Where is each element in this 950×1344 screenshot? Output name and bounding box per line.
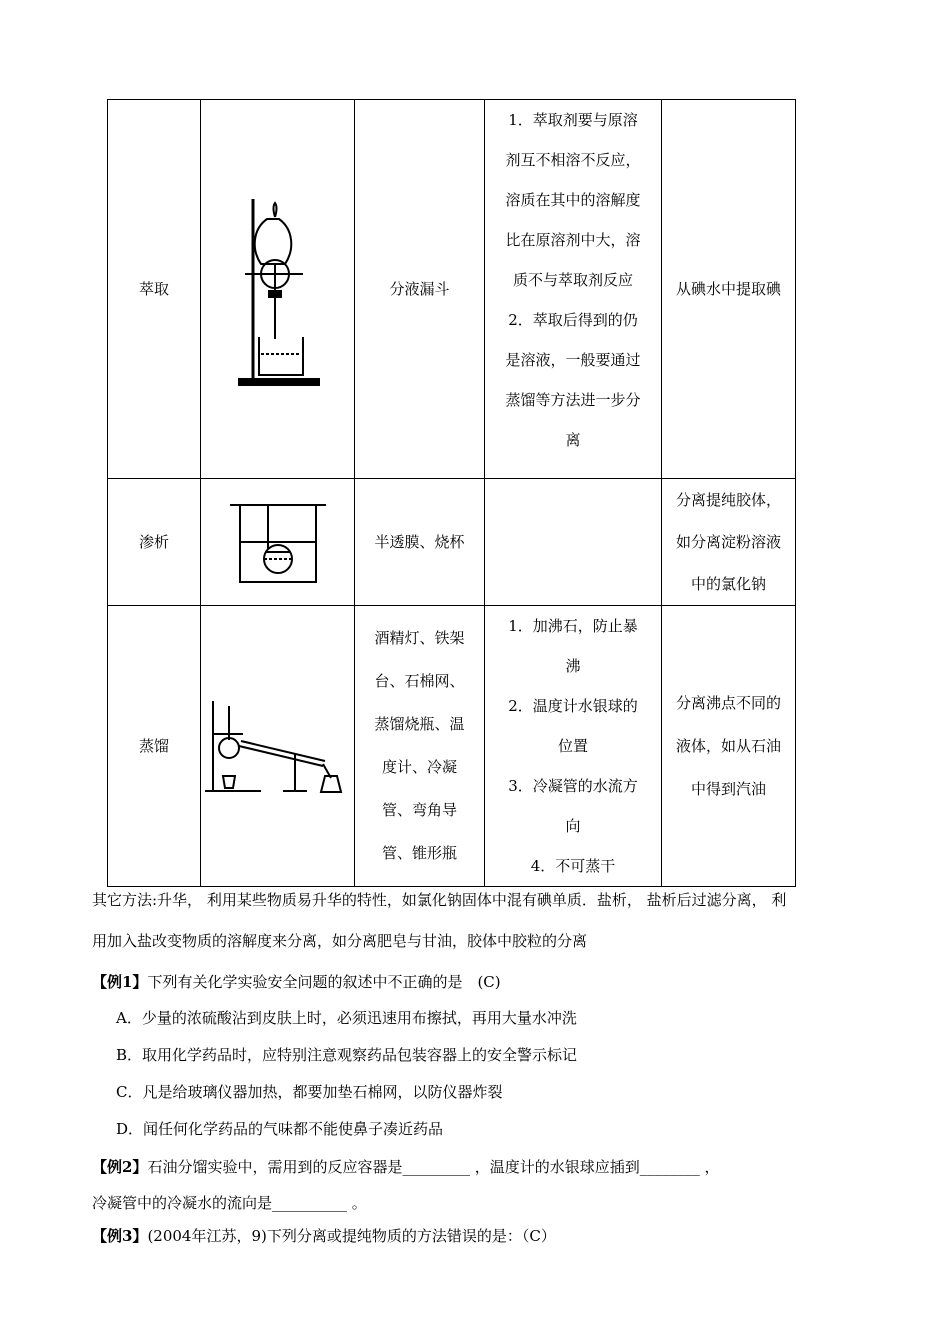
- method-cell: 萃取: [108, 100, 201, 479]
- method-cell: 渗析: [108, 479, 201, 606]
- apparatus-cell: [201, 100, 355, 479]
- distillation-setup-icon: [203, 696, 353, 796]
- table-row: [108, 100, 796, 479]
- notes-cell: [485, 479, 662, 606]
- dialysis-beaker-icon: [228, 497, 328, 587]
- option-a: A．少量的浓硫酸沾到皮肤上时，必须迅速用布擦拭，再用大量水冲洗: [116, 1009, 577, 1027]
- example-2-label: 【例2】: [92, 1158, 148, 1176]
- example-cell: 分离提纯胶体， 如分离淀粉溶液 中的氯化钠: [662, 479, 796, 606]
- example-cell: 分离沸点不同的 液体，如从石油 中得到汽油: [662, 606, 796, 887]
- option-b: B．取用化学药品时，应特别注意观察药品包装容器上的安全警示标记: [116, 1046, 578, 1064]
- option-d: D．闻任何化学药品的气味都不能使鼻子凑近药品: [116, 1120, 444, 1138]
- example-3-label: 【例3】: [92, 1227, 148, 1245]
- separatory-funnel-setup-icon: [203, 189, 353, 389]
- notes-cell: 1．加沸石，防止暴 沸 2．温度计水银球的 位置 3．冷凝管的水流方 向 4．不可蒸干: [485, 606, 662, 887]
- apparatus-cell: [201, 479, 355, 606]
- notes-cell: 1．萃取剂要与原溶 剂互不相溶不反应， 溶质在其中的溶解度 比在原溶剂中大，溶 质不与萃取剂反应 2．萃取后得到的仍 是溶液，一般要通过 蒸馏等方法进一步分 离: [485, 100, 662, 479]
- instrument-cell: 分液漏斗: [355, 100, 485, 479]
- example-2-line1: 【例2】石油分馏实验中，需用到的反应容器是_________ ，温度计的水银球应插到________ ，: [92, 1158, 720, 1176]
- example-3-question: 【例3】(2004年江苏，9)下列分离或提纯物质的方法错误的是：（C）: [92, 1227, 556, 1245]
- other-methods-line2: 用加入盐改变物质的溶解度来分离，如分离肥皂与甘油，胶体中胶粒的分离: [92, 932, 588, 950]
- example-cell: 从碘水中提取碘: [662, 100, 796, 479]
- table-row: [108, 606, 796, 887]
- separation-methods-table: [107, 99, 796, 887]
- example-1-label: 【例1】: [92, 973, 148, 991]
- instrument-cell: 酒精灯、铁架 台、石棉网、 蒸馏烧瓶、温 度计、冷凝 管、弯角导 管、锥形瓶: [355, 606, 485, 887]
- example-2-line2: 冷凝管中的冷凝水的流向是__________ 。: [92, 1194, 367, 1212]
- other-methods-line1: 其它方法:升华， 利用某些物质易升华的特性，如氯化钠固体中混有碘单质．盐析， 盐析后过滤分离， 利: [92, 891, 787, 909]
- instrument-cell: 半透膜、烧杯: [355, 479, 485, 606]
- method-cell: 蒸馏: [108, 606, 201, 887]
- table-row: [108, 479, 796, 606]
- option-c: C．凡是给玻璃仪器加热，都要加垫石棉网，以防仪器炸裂: [116, 1083, 503, 1101]
- apparatus-cell: [201, 606, 355, 887]
- example-1-question: 【例1】下列有关化学实验安全问题的叙述中不正确的是 (C): [92, 973, 501, 991]
